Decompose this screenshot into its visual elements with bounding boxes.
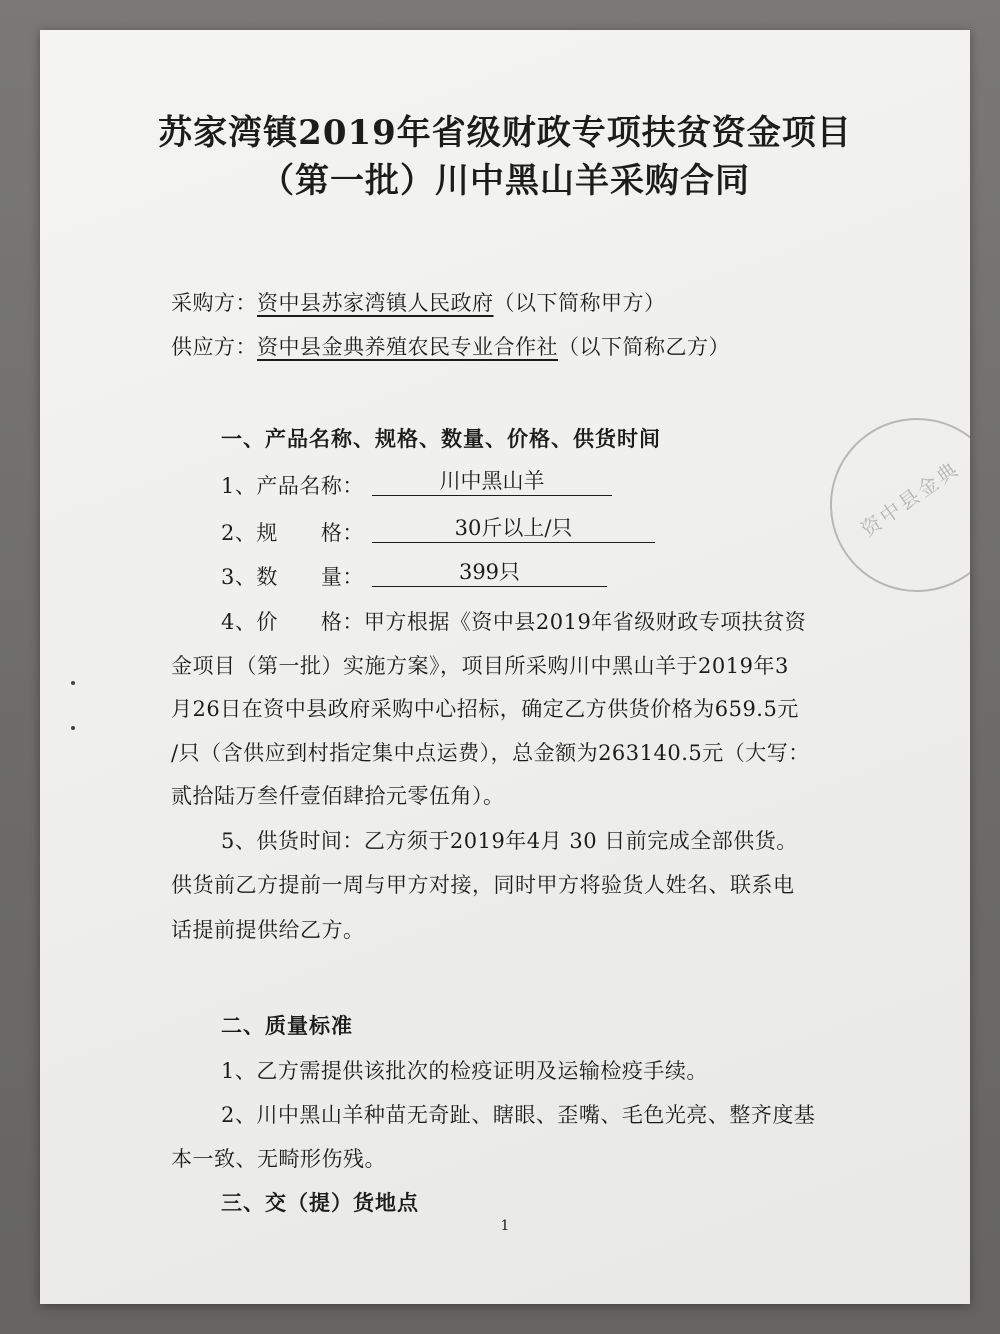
page-number: 1 [500,1218,510,1234]
delivery-line-1: 5、供货时间：乙方须于2019年4月 30 日前完成全部供货。 [221,829,798,853]
buyer-note: （以下简称甲方） [493,291,666,315]
seal-stamp-text: 资中县金典 [856,455,965,542]
section-2-heading: 二、质量标准 [221,1013,353,1038]
price-line-4: /只（含供应到村指定集中点运费），总金额为263140.5元（大写： [171,741,810,765]
buyer-name: 资中县苏家湾镇人民政府 [257,291,494,315]
price-line-2: 金项目（第一批）实施方案》，项目所采购川中黑山羊于2019年3 [171,654,789,678]
contract-page [40,30,970,1304]
contract-title-line-2: （第一批）川中黑山羊采购合同 [260,161,750,201]
price-line-3: 月26日在资中县政府采购中心招标，确定乙方供货价格为659.5元 [171,697,799,721]
supplier-line [171,331,730,361]
price-line-5: 贰拾陆万叁仟壹佰肆拾元零伍角）。 [171,784,505,808]
contract-title-line-1: 苏家湾镇2019年省级财政专项扶贫资金项目 [158,113,852,153]
section-3-heading: 三、交（提）货地点 [221,1190,419,1215]
supplier-label: 供应方： [171,335,257,359]
item-2-label: 2、规 格： [221,521,364,545]
item-1-label: 1、产品名称： [221,474,364,498]
quality-line-1: 1、乙方需提供该批次的检疫证明及运输检疫手续。 [221,1059,708,1083]
price-line-1: 4、价 格：甲方根据《资中县2019年省级财政专项扶贫资 [221,610,807,634]
seal-stamp [796,384,970,626]
buyer-label: 采购方： [171,291,257,315]
section-1-heading: 一、产品名称、规格、数量、价格、供货时间 [221,426,661,451]
buyer-line [171,287,666,317]
margin-speck [71,726,75,730]
item-1-value: 川中黑山羊 [372,467,612,496]
delivery-line-2: 供货前乙方提前一周与甲方对接，同时甲方将验货人姓名、联系电 [171,873,795,897]
supplier-name: 资中县金典养殖农民专业合作社 [257,335,558,359]
margin-speck [71,681,75,685]
quality-line-2: 2、川中黑山羊种苗无奇趾、瞎眼、歪嘴、毛色光亮、整齐度基 [221,1103,816,1127]
item-3-value: 399只 [372,558,607,587]
supplier-note: （以下简称乙方） [558,335,730,359]
quality-line-3: 本一致、无畸形伤残。 [171,1147,386,1171]
item-3-label: 3、数 量： [221,565,364,589]
delivery-line-3: 话提前提供给乙方。 [171,918,365,942]
item-2-value: 30斤以上/只 [372,514,655,543]
